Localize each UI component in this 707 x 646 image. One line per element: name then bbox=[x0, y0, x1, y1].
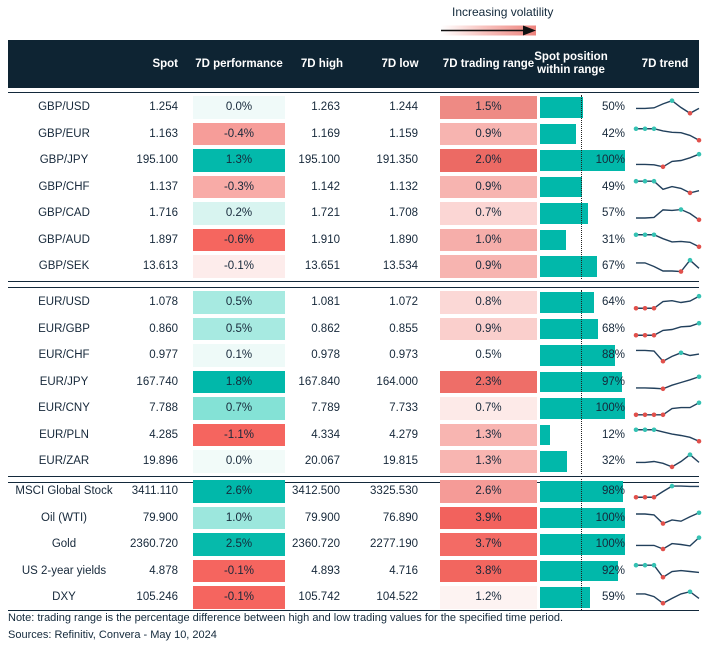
low-value: 3325.530 bbox=[370, 485, 418, 497]
trading-range-cell bbox=[440, 291, 537, 314]
trend-sparkline bbox=[632, 423, 703, 448]
spot-position-label: 97% bbox=[601, 375, 625, 388]
trading-range-value: 1.5% bbox=[475, 101, 502, 114]
row-label: Oil (WTI) bbox=[41, 511, 87, 524]
spot-value: 167.740 bbox=[136, 375, 178, 388]
trend-sparkline bbox=[632, 148, 703, 173]
spot-position-label: 42% bbox=[601, 127, 625, 140]
trading-range-cell bbox=[440, 318, 537, 341]
trading-range-cell bbox=[440, 255, 537, 278]
performance-cell bbox=[193, 344, 285, 367]
trading-range-cell bbox=[440, 397, 537, 420]
table-row bbox=[8, 253, 699, 280]
row-label: EUR/JPY bbox=[39, 375, 89, 388]
trend-sparkline bbox=[632, 95, 703, 120]
spot-value: 4.285 bbox=[149, 428, 178, 441]
spot-value: 1.163 bbox=[149, 127, 178, 140]
trading-range-cell bbox=[440, 149, 537, 172]
trend-sparkline bbox=[632, 317, 703, 342]
high-value: 20.067 bbox=[304, 455, 340, 467]
performance-value: 1.0% bbox=[225, 511, 253, 524]
performance-cell bbox=[193, 397, 285, 420]
row-label: GBP/CAD bbox=[38, 207, 90, 219]
trading-range-value: 2.0% bbox=[475, 154, 502, 167]
low-value: 0.973 bbox=[389, 349, 418, 361]
performance-cell bbox=[193, 229, 285, 252]
spot-value: 2360.720 bbox=[130, 538, 178, 550]
header-7d-trading-range: 7D trading range bbox=[442, 57, 535, 70]
table-row bbox=[8, 369, 699, 396]
table-row bbox=[8, 147, 699, 174]
performance-value: 1.3% bbox=[225, 154, 253, 167]
range-midpoint-dotted-line bbox=[581, 290, 582, 474]
footnote: Note: trading range is the percentage difference between high and low trading values for the specified time period. bbox=[8, 612, 564, 624]
spot-value: 19.896 bbox=[142, 455, 178, 467]
high-value: 1.910 bbox=[311, 233, 340, 246]
trading-range-value: 2.6% bbox=[475, 485, 502, 498]
performance-value: 0.1% bbox=[225, 349, 253, 362]
table-row bbox=[8, 174, 699, 201]
spot-position-label: 12% bbox=[601, 428, 625, 441]
table-row bbox=[8, 531, 699, 558]
trading-range-cell bbox=[440, 450, 537, 473]
section-divider-line bbox=[8, 281, 699, 282]
low-value: 1.890 bbox=[389, 233, 418, 246]
low-value: 104.522 bbox=[376, 591, 418, 603]
low-value: 191.350 bbox=[376, 154, 418, 166]
table-row bbox=[8, 558, 699, 585]
row-label: GBP/AUD bbox=[38, 233, 90, 246]
table-row bbox=[8, 200, 699, 227]
trend-sparkline bbox=[632, 370, 703, 395]
trading-range-value: 3.9% bbox=[475, 511, 502, 524]
row-label: MSCI Global Stock bbox=[15, 485, 113, 497]
high-value: 13.651 bbox=[304, 260, 340, 272]
low-value: 164.000 bbox=[376, 375, 418, 388]
header-7d-performance: 7D performance bbox=[195, 57, 283, 70]
spot-value: 7.788 bbox=[149, 402, 178, 414]
row-label: DXY bbox=[52, 591, 76, 603]
trading-range-value: 1.3% bbox=[475, 455, 502, 468]
trend-sparkline bbox=[632, 585, 703, 610]
spot-position-label: 98% bbox=[601, 485, 625, 497]
spot-value: 1.254 bbox=[149, 101, 178, 113]
spot-position-label: 64% bbox=[601, 296, 625, 308]
trading-range-value: 0.9% bbox=[475, 180, 502, 193]
high-value: 195.100 bbox=[298, 154, 340, 166]
table-row bbox=[8, 584, 699, 611]
table-row bbox=[8, 478, 699, 505]
table-row bbox=[8, 316, 699, 343]
table-header bbox=[8, 40, 699, 88]
header-divider-line bbox=[8, 92, 699, 93]
performance-value: 0.7% bbox=[225, 402, 253, 415]
trading-range-cell bbox=[440, 424, 537, 447]
performance-value: 2.6% bbox=[225, 485, 253, 498]
low-value: 1.708 bbox=[389, 207, 418, 219]
spot-value: 79.900 bbox=[142, 511, 178, 524]
trend-sparkline bbox=[632, 201, 703, 226]
high-value: 79.900 bbox=[304, 511, 340, 524]
trading-range-cell bbox=[440, 202, 537, 225]
performance-value: -0.1% bbox=[223, 564, 255, 577]
trading-range-value: 0.7% bbox=[475, 402, 502, 415]
row-label: GBP/USD bbox=[38, 101, 90, 113]
spot-position-label: 100% bbox=[595, 538, 625, 550]
trading-range-value: 3.7% bbox=[475, 538, 502, 551]
trading-range-value: 1.3% bbox=[475, 428, 502, 441]
spot-position-label: 100% bbox=[595, 154, 625, 166]
trading-range-cell bbox=[440, 371, 537, 394]
performance-value: -0.3% bbox=[223, 180, 255, 193]
row-label: EUR/GBP bbox=[38, 322, 90, 335]
spot-value: 13.613 bbox=[142, 260, 178, 272]
row-label: US 2-year yields bbox=[21, 564, 107, 577]
trading-range-value: 0.5% bbox=[475, 349, 502, 362]
trading-range-value: 0.7% bbox=[475, 207, 502, 220]
header-spot-position: Spot position within range bbox=[534, 51, 608, 76]
performance-cell bbox=[193, 424, 285, 447]
spot-value: 0.977 bbox=[149, 349, 178, 361]
trend-sparkline bbox=[632, 559, 703, 584]
row-label: EUR/USD bbox=[38, 296, 90, 308]
trading-range-value: 1.0% bbox=[475, 233, 502, 246]
section-macro-indicators bbox=[8, 478, 699, 611]
trading-range-cell bbox=[440, 560, 537, 583]
row-label: EUR/CNY bbox=[38, 402, 90, 414]
spot-value: 3411.110 bbox=[131, 485, 178, 497]
row-label: EUR/PLN bbox=[39, 428, 89, 441]
trading-range-cell bbox=[440, 533, 537, 556]
performance-cell bbox=[193, 560, 285, 583]
high-value: 0.862 bbox=[311, 322, 340, 335]
performance-cell bbox=[193, 450, 285, 473]
trend-sparkline bbox=[632, 175, 703, 200]
row-label: Gold bbox=[51, 538, 77, 550]
table-row bbox=[8, 289, 699, 316]
trading-range-value: 1.2% bbox=[475, 591, 502, 604]
low-value: 4.716 bbox=[389, 564, 418, 577]
performance-value: 0.5% bbox=[225, 296, 253, 309]
table-row bbox=[8, 342, 699, 369]
spot-position-label: 57% bbox=[601, 207, 625, 219]
row-label: GBP/EUR bbox=[38, 127, 90, 140]
spot-position-label: 100% bbox=[595, 402, 625, 414]
performance-value: 0.0% bbox=[225, 455, 253, 468]
spot-position-label: 31% bbox=[601, 233, 625, 246]
section-gbp-crosses bbox=[8, 94, 699, 280]
trend-sparkline bbox=[632, 532, 703, 557]
trading-range-value: 0.9% bbox=[475, 322, 502, 335]
trend-sparkline bbox=[632, 506, 703, 531]
row-label: EUR/ZAR bbox=[38, 455, 90, 467]
trading-range-cell bbox=[440, 229, 537, 252]
spot-position-label: 92% bbox=[601, 564, 625, 577]
trend-sparkline bbox=[632, 290, 703, 315]
high-value: 1.263 bbox=[311, 101, 340, 113]
low-value: 76.890 bbox=[382, 511, 418, 524]
trading-range-value: 0.8% bbox=[475, 296, 502, 309]
section-divider-line bbox=[8, 287, 699, 288]
spot-value: 1.078 bbox=[149, 296, 178, 308]
section-eur-crosses bbox=[8, 289, 699, 475]
trading-range-cell bbox=[440, 586, 537, 609]
high-value: 167.840 bbox=[298, 375, 340, 388]
high-value: 4.893 bbox=[311, 564, 340, 577]
row-label: EUR/CHF bbox=[38, 349, 90, 361]
trend-sparkline bbox=[632, 479, 703, 504]
high-value: 105.742 bbox=[298, 591, 340, 603]
performance-value: -0.6% bbox=[223, 233, 255, 246]
trading-range-value: 2.3% bbox=[475, 375, 502, 388]
high-value: 3412.500 bbox=[292, 485, 340, 497]
table-row bbox=[8, 227, 699, 254]
spot-value: 1.716 bbox=[149, 207, 178, 219]
performance-value: -0.4% bbox=[223, 127, 255, 140]
table-row bbox=[8, 94, 699, 121]
performance-value: 2.5% bbox=[225, 538, 253, 551]
spot-value: 1.137 bbox=[149, 180, 178, 193]
low-value: 1.072 bbox=[389, 296, 418, 308]
performance-cell bbox=[193, 533, 285, 556]
section-divider-line bbox=[8, 476, 699, 477]
trend-sparkline bbox=[632, 449, 703, 474]
volatility-legend-label: Increasing volatility bbox=[452, 5, 554, 19]
performance-cell bbox=[193, 96, 285, 119]
trading-range-cell bbox=[440, 176, 537, 199]
range-midpoint-dotted-line bbox=[581, 95, 582, 279]
table-row bbox=[8, 448, 699, 475]
performance-value: 0.2% bbox=[225, 207, 253, 220]
trading-range-value: 0.9% bbox=[475, 260, 502, 273]
row-label: GBP/SEK bbox=[38, 260, 90, 272]
performance-cell bbox=[193, 149, 285, 172]
spot-value: 195.100 bbox=[136, 154, 178, 166]
high-value: 1.142 bbox=[311, 180, 340, 193]
spot-position-label: 88% bbox=[601, 349, 625, 361]
high-value: 1.169 bbox=[311, 127, 340, 140]
high-value: 7.789 bbox=[311, 402, 340, 414]
table-row bbox=[8, 422, 699, 449]
table-row bbox=[8, 505, 699, 532]
spot-position-label: 50% bbox=[601, 101, 625, 113]
performance-cell bbox=[193, 123, 285, 146]
low-value: 1.159 bbox=[389, 127, 418, 140]
performance-value: -0.1% bbox=[223, 260, 255, 273]
performance-cell bbox=[193, 318, 285, 341]
performance-cell bbox=[193, 176, 285, 199]
range-midpoint-dotted-line bbox=[581, 479, 582, 610]
performance-cell bbox=[193, 507, 285, 530]
low-value: 1.244 bbox=[389, 101, 418, 113]
high-value: 2360.720 bbox=[292, 538, 340, 550]
low-value: 7.733 bbox=[389, 402, 418, 414]
high-value: 4.334 bbox=[311, 428, 340, 441]
spot-position-label: 68% bbox=[601, 322, 625, 335]
trading-range-cell bbox=[440, 96, 537, 119]
trend-sparkline bbox=[632, 343, 703, 368]
performance-cell bbox=[193, 371, 285, 394]
performance-value: 1.8% bbox=[225, 375, 253, 388]
spot-value: 4.878 bbox=[149, 564, 178, 577]
low-value: 4.279 bbox=[389, 428, 418, 441]
performance-cell bbox=[193, 202, 285, 225]
trend-sparkline bbox=[632, 396, 703, 421]
low-value: 0.855 bbox=[389, 322, 418, 335]
performance-value: -0.1% bbox=[223, 591, 255, 604]
sources-line: Sources: Refinitiv, Convera - May 10, 2024 bbox=[8, 629, 217, 641]
spot-value: 0.860 bbox=[149, 322, 178, 335]
high-value: 1.721 bbox=[311, 207, 340, 219]
trading-range-value: 3.8% bbox=[475, 564, 502, 577]
low-value: 2277.190 bbox=[370, 538, 418, 550]
header-7d-trend: 7D trend bbox=[641, 57, 689, 70]
trading-range-cell bbox=[440, 480, 537, 503]
performance-cell bbox=[193, 480, 285, 503]
spot-position-label: 49% bbox=[601, 180, 625, 193]
trading-range-value: 0.9% bbox=[475, 127, 502, 140]
trading-range-cell bbox=[440, 123, 537, 146]
performance-cell bbox=[193, 255, 285, 278]
trend-sparkline bbox=[632, 228, 703, 253]
spot-value: 105.246 bbox=[136, 591, 178, 603]
low-value: 1.132 bbox=[389, 180, 418, 193]
header-spot: Spot bbox=[152, 57, 178, 70]
spot-value: 1.897 bbox=[149, 233, 178, 246]
performance-value: 0.5% bbox=[225, 322, 253, 335]
row-label: GBP/JPY bbox=[39, 154, 89, 166]
header-7d-high: 7D high bbox=[300, 57, 344, 70]
spot-position-label: 59% bbox=[601, 591, 625, 603]
low-value: 13.534 bbox=[382, 260, 418, 272]
row-label: GBP/CHF bbox=[38, 180, 90, 193]
table-row bbox=[8, 395, 699, 422]
spot-position-label: 67% bbox=[601, 260, 625, 272]
performance-cell bbox=[193, 291, 285, 314]
header-7d-low: 7D low bbox=[381, 57, 419, 70]
high-value: 0.978 bbox=[311, 349, 340, 361]
trend-sparkline bbox=[632, 254, 703, 279]
performance-cell bbox=[193, 586, 285, 609]
low-value: 19.815 bbox=[382, 455, 418, 467]
spot-position-label: 32% bbox=[601, 455, 625, 467]
performance-value: -1.1% bbox=[223, 428, 255, 441]
spot-position-label: 100% bbox=[595, 511, 625, 524]
trend-sparkline bbox=[632, 122, 703, 147]
high-value: 1.081 bbox=[311, 296, 340, 308]
trading-range-cell bbox=[440, 507, 537, 530]
trading-range-cell bbox=[440, 344, 537, 367]
performance-value: 0.0% bbox=[225, 101, 253, 114]
table-row bbox=[8, 121, 699, 148]
